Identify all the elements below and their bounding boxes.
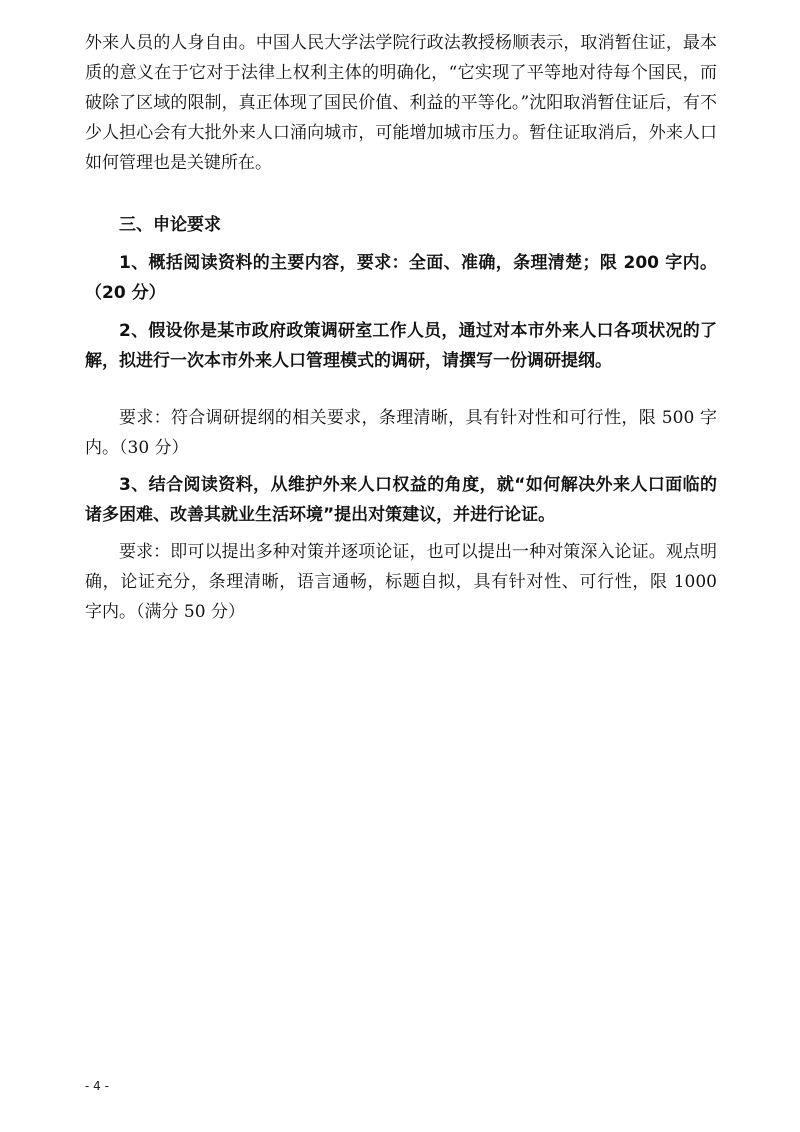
question-2-requirement: 要求：符合调研提纲的相关要求，条理清晰，具有针对性和可行性，限 500 字内。（30 分）: [85, 408, 717, 458]
intro-paragraph: 外来人员的人身自由。中国人民大学法学院行政法教授杨顺表示，取消暂住证，最本质的意义在于它对于法律上权利主体的明确化，“它实现了平等地对待每个国民，而破除了区域的限制，真正体现了国民价值、利益的平等化。”沈阳取消暂住证后，有不少人担心会有大批外来人口涌向城市，可能增加城市压力。暂住证取消后，外来人口如何管理也是关键所在。: [85, 33, 717, 173]
question-3-requirement: 要求：即可以提出多种对策并逐项论证，也可以提出一种对策深入论证。观点明确，论证充分，条理清晰，语言通畅，标题自拟，具有针对性、可行性，限 1000 字内。（满分 50 分）: [85, 542, 717, 622]
section-heading: 三、申论要求: [119, 215, 221, 235]
page-number: - 4 -: [85, 1079, 109, 1093]
question-2: 2、假设你是某市政府政策调研室工作人员，通过对本市外来人口各项状况的了解，拟进行一次本市外来人口管理模式的调研，请撰写一份调研提纲。: [85, 321, 717, 371]
question-1: 1、概括阅读资料的主要内容，要求：全面、准确，条理清楚；限 200 字内。（20 分）: [85, 253, 717, 303]
question-3: 3、结合阅读资料，从维护外来人口权益的角度，就“如何解决外来人口面临的诸多困难、改善其就业生活环境”提出对策建议，并进行论证。: [85, 475, 717, 525]
